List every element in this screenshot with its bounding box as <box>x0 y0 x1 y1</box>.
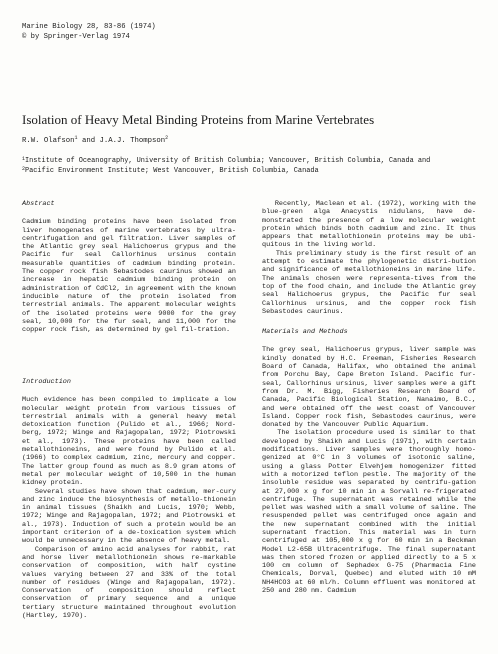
author-1-mark: 1 <box>74 135 78 141</box>
introduction-paragraph-2: Several studies have shown that cadmium, mer-cury and zinc induce the biosynthesis of metallo-thionein in animal tissues (Shaikh and Lucis, 1970; Webb, 1972; Winge and Rajagopalan, 1972; and Piotrowski et al., 1973). Induction of such a protein would be an important criterion of a de-toxication system which would be unnecessary in the absence of heavy metal. <box>22 487 241 546</box>
methods-paragraph-1: The grey seal, Halichoerus grypus, liver sample was kindly donated by H.C. Freeman, Fisheries Research Board of Canada, Halifax, who obtained the animal from Porchu Bay, Cape Breton Island. Pacific fur-seal, Callorhinus ursinus, liver samples were a gift from Dr. M. Bigg, Fisheries Research Board of Canada, Pacific Biological Station, Nanaimo, B.C., and were obtained off the west coast of Vancouver Island. Copper rock fish, Sebastodes caurinus, were donated by the Vancouver Public Aquarium. <box>262 346 481 430</box>
author-1: R.W. Olafson <box>22 137 75 145</box>
introduction-heading: Introduction <box>22 378 71 386</box>
abstract-text: Cadmium binding proteins have been isolated from liver homogenates of marine vertebrates by ultra-centrifugation and gel filtration. Liver samples of the Atlantic grey seal Halichoerus grypus and the Pacific fur seal Callorhinus ursinus contain measurable quantities of cadmium binding protein. The copper rock fish Sebastodes caurinus showed an increase in hepatic cadmium binding protein on administration of CdCl2, in agreement with the known inducible nature of the protein isolated from terrestrial animals. The apparent molecular weights of the isolated proteins were 9000 for the grey seal, 10,000 for the fur seal, and 11,000 for the copper rock fish, as determined by gel fil-tration. <box>22 218 241 335</box>
affiliation-2-mark: 2 <box>22 166 26 172</box>
journal-header <box>22 22 156 42</box>
introduction-paragraph-1: Much evidence has been compiled to implicate a low molecular weight protein from various tissues of terrestrial animals with a general heavy metal detoxication function (Pulido et al., 1966; Nord-berg, 1972; Winge and Rajagopalan, 1972; Piotrowski et al., 1973). These proteins have been called metallothioneins, and were found by Pulido et al. (1966) to complex cadmium, zinc, mercury and copper. The latter group found as much as 8.9 gram atoms of metal per molecular weight of 10,500 in the human kidney protein. <box>22 396 241 488</box>
paper-title: Isolation of Heavy Metal Binding Proteins from Marine Vertebrates <box>22 112 375 127</box>
methods-heading: Materials and Methods <box>262 328 348 337</box>
author-conjunction: and <box>77 137 100 145</box>
affiliation-1-text: Institute of Oceanography, University of British Columbia; Vancouver, British Columbia, Canada and <box>25 157 431 165</box>
abstract-heading: Abstract <box>22 200 55 208</box>
affiliation-1-mark: 1 <box>22 156 26 162</box>
affiliation-1 <box>22 156 430 166</box>
author-2-mark: 2 <box>165 135 169 141</box>
introduction-section <box>22 378 241 621</box>
journal-citation: Marine Biology 28, 83-86 (1974) <box>22 23 156 31</box>
abstract-section <box>22 200 241 335</box>
author-2: J.A.J. Thompson <box>99 137 166 145</box>
copyright-notice: © by Springer-Verlag 1974 <box>22 33 130 41</box>
author-line <box>22 137 168 145</box>
affiliation-2 <box>22 166 430 176</box>
affiliation-2-text: Pacific Environment Institute; West Vancouver, British Columbia, Canada <box>25 167 319 175</box>
affiliations <box>22 156 430 176</box>
intro-continued-paragraph-1: Recently, Maclean et al. (1972), working with the blue-green alga Anacystis nidulans, have de-monstrated the presence of a low molecular weight protein which binds both cadmium and zinc. It thus appears that metallothionein proteins may be ubi-quitous in the living world. <box>262 200 481 250</box>
introduction-paragraph-3: Comparison of amino acid analyses for rabbit, rat and horse liver metallothionein shows re-markable conservation of composition, with half cystine values varying between 27 and 33% of the total number of residues (Winge and Rajagopalan, 1972). Conservation of composition should reflect conservation of primary sequence and a unique tertiary structure maintained throughout evolution (Hartley, 1970). <box>22 545 241 621</box>
methods-paragraph-2: The isolation procedure used is similar to that developed by Shaikh and Lucis (1971), with certain modifications. Liver samples were thoroughly homo-genized at 0°C in 3 volumes of isotonic saline, using a glass Potter Elvehjem homogenizer fitted with a motorized teflon pestle. The majority of the insoluble residue was separated by centrifu-gation at 27,000 x g for 10 min in a Sorvall re-frigerated centrifuge. The supernatant was retained while the pellet was washed with a small volume of saline. The resuspended pellet was centrifuged once again and the new supernatant combined with the initial supernatant fraction. This material was in turn centrifuged at 105,000 x g for 60 min in a Beckman Model L2-65B Ultracentrifuge. The final supernatant was then stored frozen or applied directly to a 5 x 100 cm column of Sephadex G-75 (Pharmacia Fine Chemicals, Dorval, Quebec) and eluted with 10 mM NH4HCO3 at 60 ml/h. Column effluent was monitored at 250 and 280 nm. Cadmium <box>262 429 481 596</box>
right-column <box>262 200 481 596</box>
intro-continued-paragraph-2: This preliminary study is the first result of an attempt to estimate the phylogenetic distri-bution and significance of metallothioneins in marine life. The animals chosen were representa-tives from the top of the food chain, and include the Atlantic grey seal Halichoerus grypus, the Pacific fur seal Callorhinus ursinus, and the copper rock fish Sebastodes caurinus. <box>262 249 481 316</box>
